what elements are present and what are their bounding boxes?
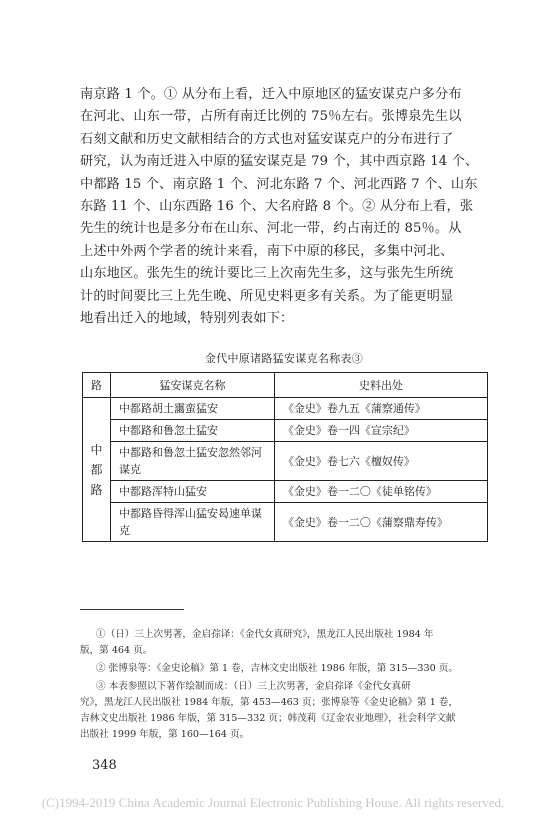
header-clan: 猛安谋克名称 bbox=[111, 373, 275, 398]
footnote-line: 出版社 1999 年版，第 160—164 页。 bbox=[80, 729, 250, 740]
table-row bbox=[83, 398, 488, 420]
body-line: 在河北、山东一带，占所有南迁比例的 75％左右。张博泉先生以 bbox=[80, 109, 462, 125]
clan-name-cell: 中都路浑特山猛安 bbox=[111, 481, 275, 503]
road-name-char: 都 bbox=[90, 462, 103, 477]
body-line: 南京路 1 个。① 从分布上看，迁入中原地区的猛安谋克户多分布 bbox=[80, 87, 462, 102]
source-cell: 《金史》卷一二〇《蒲察鼎寿传》 bbox=[274, 503, 487, 542]
footnote-1 bbox=[80, 627, 492, 659]
source-cell: 《金史》卷一四《宣宗纪》 bbox=[274, 420, 487, 442]
footnote-line: 版，第 464 页。 bbox=[80, 645, 153, 656]
page-number: 348 bbox=[92, 758, 117, 773]
body-line: 计的时间要比三上先生晚、所见史料更多有关系。为了能更明显 bbox=[80, 288, 454, 304]
source-cell: 《金史》卷七六《檀奴传》 bbox=[274, 442, 487, 481]
clan-name-cell: 中都路和鲁忽土猛安忽然邻河谋克 bbox=[111, 442, 275, 481]
footnote-divider bbox=[80, 609, 184, 610]
footnote-line: 吉林文史出版社 1986 年版，第 315—332 页；韩茂莉《辽金农业地理》，社会科学文献 bbox=[80, 713, 456, 724]
header-road: 路 bbox=[83, 373, 111, 398]
road-name-cell bbox=[83, 398, 111, 542]
clan-name-cell: 中都路昏得浑山猛安曷速单谋克 bbox=[111, 503, 275, 542]
body-line: 上述中外两个学者的统计来看，南下中原的移民，多集中河北、 bbox=[80, 243, 454, 259]
footnote-line: ①（日）三上次男著，金启孮译：《金代女真研究》，黑龙江人民出版社 1984 年 bbox=[96, 629, 434, 640]
body-line: 研究，认为南迁进入中原的猛安谋克是 79 个，其中西京路 14 个、 bbox=[80, 154, 479, 170]
road-name-char: 中 bbox=[90, 442, 103, 457]
clan-table bbox=[82, 372, 488, 542]
body-line: 石刻文献和历史文献相结合的方式也对猛安谋克户的分布进行了 bbox=[80, 131, 454, 147]
table-row bbox=[83, 420, 488, 442]
copyright-watermark: (C)1994-2019 China Academic Journal Electronic Publishing House. All rights reserved. bbox=[41, 795, 505, 810]
road-name-char: 路 bbox=[90, 482, 103, 497]
table-title: 金代中原诸路猛安谋克名称表③ bbox=[204, 352, 364, 365]
body-paragraph bbox=[80, 84, 488, 330]
body-line: 先生的统计也是多分布在山东、河北一带，约占南迁的 85％。从 bbox=[80, 221, 462, 237]
footnote-line: 究》，黑龙江人民出版社 1984 年版，第 453—463 页；张博泉等《金史论稿》第 1 卷， bbox=[80, 697, 459, 708]
body-line: 中都路 15 个、南京路 1 个、河北东路 7 个、河北西路 7 个、山东 bbox=[80, 176, 478, 192]
footnote-3 bbox=[80, 679, 492, 743]
footnote-line: ② 张博泉等：《金史论稿》第 1 卷，吉林文史出版社 1986 年版，第 315—330 页。 bbox=[96, 663, 458, 674]
clan-name-cell: 中都路和鲁忽土猛安 bbox=[111, 420, 275, 442]
clan-table-grid bbox=[82, 372, 488, 542]
table-row bbox=[83, 442, 488, 481]
table-header-row bbox=[83, 373, 488, 398]
body-line: 山东地区。张先生的统计要比三上次南先生多，这与张先生所统 bbox=[80, 266, 454, 282]
source-cell: 《金史》卷一二〇《徒单铭传》 bbox=[274, 481, 487, 503]
source-cell: 《金史》卷九五《蒲察通传》 bbox=[274, 398, 487, 420]
footnotes bbox=[80, 627, 492, 745]
table-row bbox=[83, 481, 488, 503]
footnote-2 bbox=[80, 661, 492, 677]
footnote-line: ③ 本表参照以下著作绘制而成：（日）三上次男著，金启孮译《金代女真研 bbox=[96, 681, 411, 692]
body-line: 地看出迁入的地域，特别列表如下： bbox=[80, 311, 294, 327]
clan-name-cell: 中都路胡土靄蛮猛安 bbox=[111, 398, 275, 420]
header-source: 史料出处 bbox=[274, 373, 487, 398]
body-line: 东路 11 个、山东西路 16 个、大名府路 8 个。② 从分布上看，张 bbox=[80, 199, 474, 215]
table-row bbox=[83, 503, 488, 542]
